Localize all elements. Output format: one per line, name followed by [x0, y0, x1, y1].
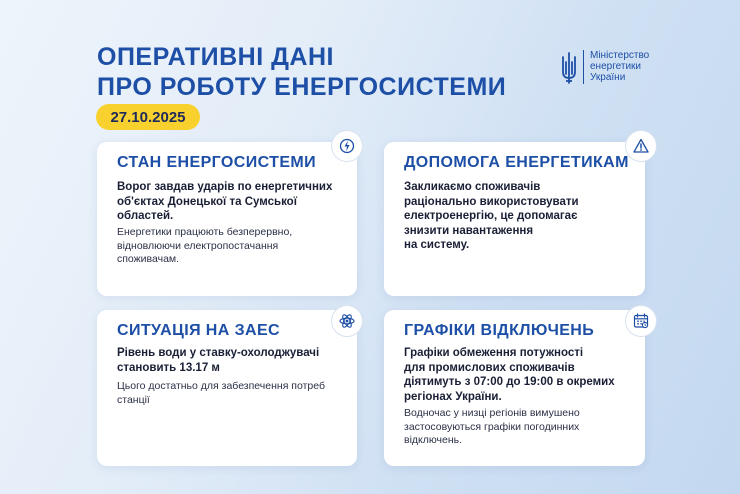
card-schedules-note-line1: Водночас у низці регіонів вимушено — [404, 407, 580, 419]
ministry-divider — [583, 50, 584, 84]
card-zaes-title: СИТУАЦІЯ НА ЗАЕС — [117, 322, 280, 339]
card-zaes-lead-line2: становить 13.17 м — [117, 361, 220, 374]
card-schedules — [384, 310, 645, 466]
ministry-name — [590, 50, 662, 83]
card-help — [384, 142, 645, 296]
energy-icon — [331, 130, 363, 162]
card-help-lead-line2: раціонально використовувати — [404, 195, 579, 208]
trident-icon — [560, 52, 578, 84]
card-schedules-note-line3: відключень. — [404, 434, 463, 446]
calendar-icon — [625, 305, 657, 337]
date-badge: 27.10.2025 — [96, 104, 200, 130]
card-schedules-lead-line3: діятимуть з 07:00 до 19:00 в окремих — [404, 376, 615, 388]
card-grid-status — [97, 142, 357, 296]
page-title-line2: ПРО РОБОТУ ЕНЕРГОСИСТЕМИ — [97, 73, 507, 101]
card-schedules-title: ГРАФІКИ ВІДКЛЮЧЕНЬ — [404, 322, 595, 339]
card-grid-status-title: СТАН ЕНЕРГОСИСТЕМИ — [117, 154, 317, 171]
page-title-line1: ОПЕРАТИВНІ ДАНІ — [97, 43, 334, 71]
card-zaes-lead — [117, 346, 352, 375]
page-title — [97, 42, 506, 102]
atom-icon — [331, 305, 363, 337]
ministry-name-line3: України — [590, 72, 626, 83]
card-grid-status-lead: Ворог завдав ударів по енергетичних об'єктах Донецької та Сумської областей. — [117, 181, 333, 222]
card-grid-status-note: Енергетики працюють безперервно, відновлюючи електропостачання споживачам. — [117, 226, 293, 265]
warning-icon — [625, 130, 657, 162]
card-help-lead-line3: електроенергію, це допомагає — [404, 210, 578, 222]
card-schedules-note-line2: застосовуються графіки погодинних — [404, 420, 580, 433]
ministry-name-line1: Міністерство — [590, 50, 650, 61]
card-zaes-note: Цього достатньо для забезпечення потреб станції — [117, 380, 325, 406]
card-zaes — [97, 310, 357, 466]
card-schedules-lead-line4: регіонах України. — [404, 390, 502, 403]
card-help-lead-line4: знизити навантаження — [404, 224, 534, 237]
card-help-lead-line1: Закликаємо споживачів — [404, 181, 541, 193]
card-schedules-lead — [404, 346, 644, 404]
card-schedules-lead-line2: для промислових споживачів — [404, 361, 575, 374]
ministry-name-line2: енергетики — [590, 61, 641, 72]
ministry-logo — [560, 50, 662, 84]
card-schedules-note — [404, 407, 639, 448]
card-schedules-lead-line1: Графіки обмеження потужності — [404, 347, 584, 359]
card-zaes-lead-line1: Рівень води у ставку-охолоджувачі — [117, 347, 320, 359]
card-help-lead-line5: на систему. — [404, 239, 470, 251]
card-help-title: ДОПОМОГА ЕНЕРГЕТИКАМ — [404, 154, 629, 171]
card-help-lead — [404, 180, 634, 253]
